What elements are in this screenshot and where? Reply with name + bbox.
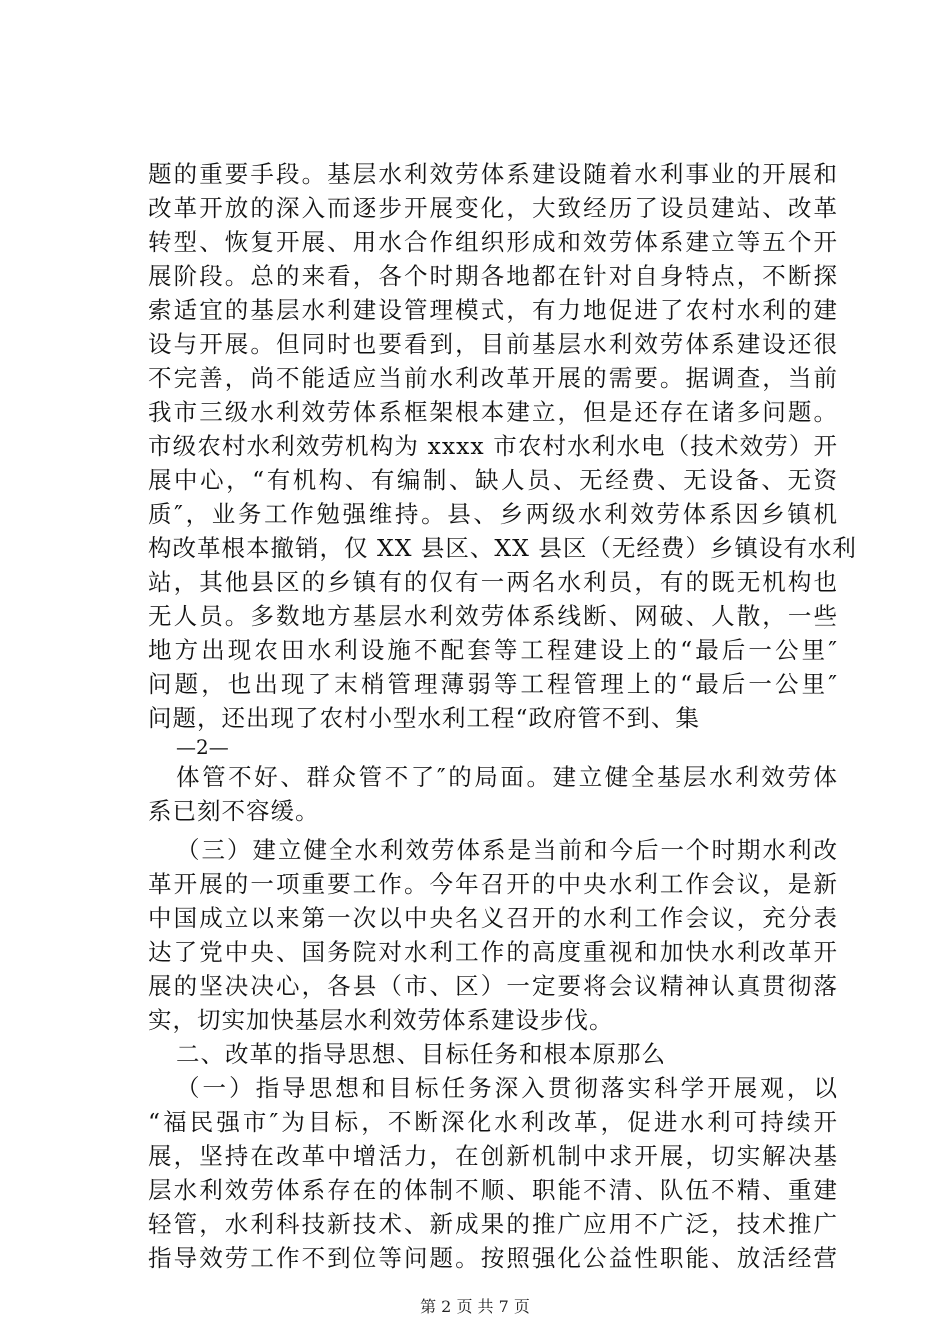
body-line: 系已刻不容缓。 xyxy=(148,797,320,825)
page-footer: 第 2 页 共 7 页 xyxy=(420,1297,530,1316)
body-line: 设与开展。但同时也要看到，目前基层水利效劳体系建设还很 xyxy=(148,330,838,358)
body-line: 构改革根本撤销，仅 XX 县区、XX 县区（无经费）乡镇设有水利 xyxy=(148,534,857,562)
body-line: 展阶段。总的来看，各个时期各地都在针对自身特点，不断探 xyxy=(148,262,838,290)
body-line: 展中心，“有机构、有编制、缺人员、无经费、无设备、无资 xyxy=(148,466,838,494)
body-line: 改革开放的深入而逐步开展变化，大致经历了设员建站、改革 xyxy=(148,194,838,222)
body-line: 展的坚决决心，各县（市、区）一定要将会议精神认真贯彻落 xyxy=(148,972,838,1000)
body-line: 指导效劳工作不到位等问题。按照强化公益性职能、放活经营 xyxy=(148,1244,838,1272)
body-line: （一）指导思想和目标任务深入贯彻落实科学开展观，以 xyxy=(176,1074,838,1102)
body-line: 体管不好、群众管不了″的局面。建立健全基层水利效劳体 xyxy=(176,763,838,791)
body-line: 问题，还出现了农村小型水利工程“政府管不到、集 xyxy=(148,704,701,732)
body-line: 展，坚持在改革中增活力，在创新机制中求开展，切实解决基 xyxy=(148,1142,838,1170)
section-heading: 二、改革的指导思想、目标任务和根本原那么 xyxy=(176,1040,666,1068)
body-line: 问题，也出现了末梢管理薄弱等工程管理上的“最后一公里″ xyxy=(148,670,838,698)
page-marker: —2— xyxy=(176,735,229,759)
body-line: 实，切实加快基层水利效劳体系建设步伐。 xyxy=(148,1006,614,1034)
body-line: 转型、恢复开展、用水合作组织形成和效劳体系建立等五个开 xyxy=(148,228,838,256)
body-line: （三）建立健全水利效劳体系是当前和今后一个时期水利改 xyxy=(176,836,838,864)
body-line: 中国成立以来第一次以中央名义召开的水利工作会议，充分表 xyxy=(148,904,838,932)
body-line: 革开展的一项重要工作。今年召开的中央水利工作会议，是新 xyxy=(148,870,838,898)
body-line: 站，其他县区的乡镇有的仅有一两名水利员，有的既无机构也 xyxy=(148,568,838,596)
body-line: 轻管，水利科技新技术、新成果的推广应用不广泛，技术推广 xyxy=(148,1210,838,1238)
body-line: 题的重要手段。基层水利效劳体系建设随着水利事业的开展和 xyxy=(148,160,838,188)
body-line: “福民强市″为目标，不断深化水利改革，促进水利可持续开 xyxy=(148,1108,838,1136)
body-line: 索适宜的基层水利建设管理模式，有力地促进了农村水利的建 xyxy=(148,296,838,324)
body-line: 质″，业务工作勉强维持。县、乡两级水利效劳体系因乡镇机 xyxy=(148,500,838,528)
body-line: 不完善，尚不能适应当前水利改革开展的需要。据调查，当前 xyxy=(148,364,838,392)
body-line: 市级农村水利效劳机构为 xxxx 市农村水利水电（技术效劳）开 xyxy=(148,432,838,460)
body-line: 我市三级水利效劳体系框架根本建立，但是还存在诸多问题。 xyxy=(148,398,838,426)
body-line: 地方出现农田水利设施不配套等工程建设上的“最后一公里″ xyxy=(148,636,838,664)
body-line: 无人员。多数地方基层水利效劳体系线断、网破、人散，一些 xyxy=(148,602,838,630)
body-line: 达了党中央、国务院对水利工作的高度重视和加快水利改革开 xyxy=(148,938,838,966)
body-line: 层水利效劳体系存在的体制不顺、职能不清、队伍不精、重建 xyxy=(148,1176,838,1204)
